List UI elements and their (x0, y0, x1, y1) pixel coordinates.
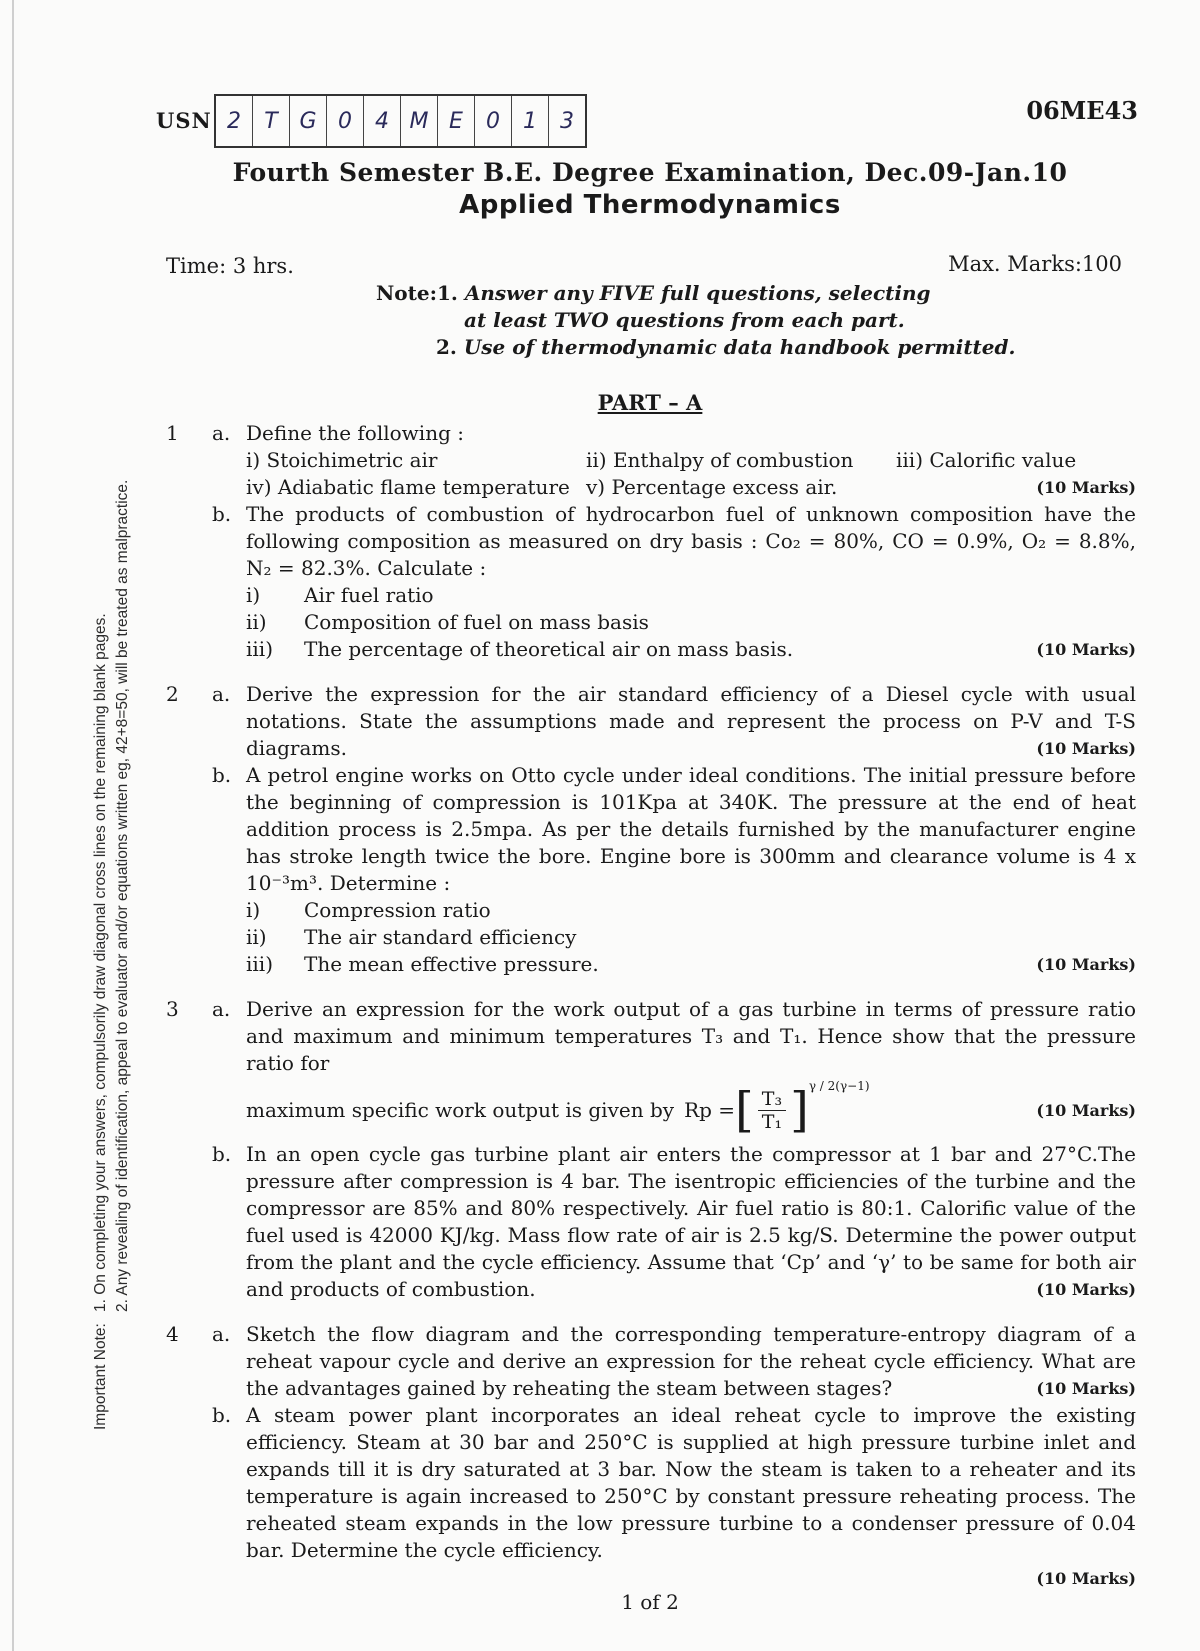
note-1-line-2: at least TWO questions from each part. (464, 308, 905, 332)
formula-intro: maximum specific work output is given by (246, 1097, 675, 1122)
sub-label: b. (212, 763, 232, 787)
question-number: 4 (166, 1322, 179, 1346)
exponent: γ / 2(γ−1) (808, 1078, 870, 1093)
definition-item: iv) Adiabatic flame temperature (246, 475, 570, 499)
question-3 (166, 996, 1136, 1303)
marks: (10 Marks) (1036, 478, 1136, 497)
marks: (10 Marks) (1036, 1280, 1136, 1299)
question-1 (166, 420, 1136, 663)
list-item (246, 897, 1136, 924)
usn-char: 1 (512, 96, 549, 146)
sub-label: b. (212, 502, 232, 526)
usn-char: 3 (560, 108, 574, 134)
list-item (246, 582, 1136, 609)
usn-char: 0 (475, 96, 512, 146)
question-2b (166, 762, 1136, 978)
formula-lhs: Rp = (684, 1097, 736, 1122)
left-bracket: [ (735, 1082, 754, 1138)
question-text: Define the following : (246, 421, 464, 445)
note-2-text: Use of thermodynamic data handbook permitted. (463, 335, 1016, 359)
item-number: ii) (246, 610, 267, 634)
formula-line (246, 1078, 1136, 1138)
usn-label: USN (156, 108, 212, 133)
subject-code: 06ME43 (1026, 96, 1138, 125)
usn-char: M (401, 96, 438, 146)
item-text: The percentage of theoretical air on mass basis. (304, 637, 794, 661)
marks: (10 Marks) (1036, 739, 1136, 758)
item-text: The air standard efficiency (304, 925, 577, 949)
question-4 (166, 1321, 1136, 1592)
definition-item: i) Stoichimetric air (246, 448, 438, 472)
question-number: 2 (166, 682, 179, 706)
question-number: 3 (166, 997, 179, 1021)
note-2-number: 2. (436, 335, 457, 359)
important-note (90, 330, 134, 1430)
part-heading: PART – A (597, 390, 703, 415)
definitions-list (246, 447, 1136, 501)
page-number: 1 of 2 (621, 1590, 679, 1614)
numerator: T₃ (758, 1088, 786, 1111)
instructions (376, 280, 1015, 361)
exam-duration: Time: 3 hrs. (166, 254, 294, 278)
list-item (246, 636, 1136, 663)
note-1-number: 1. (436, 281, 458, 305)
important-note-line-2: 2. Any revealing of identification, appeal to evaluator and/or equations written eg, 42+8=50, will be treated as malpractice. (114, 479, 131, 1312)
item-number: i) (246, 583, 261, 607)
important-note-line-1: 1. On completing your answers, compulsorily draw diagonal cross lines on the remaining blank pages. (92, 613, 109, 1312)
sub-label: a. (212, 682, 231, 706)
question-4b (166, 1402, 1136, 1592)
denominator: T₁ (761, 1110, 783, 1133)
item-number: iii) (246, 637, 273, 661)
question-text: Derive an expression for the work output of a gas turbine in terms of pressure ratio and maximum and minimum temperatures T₃ and T₁. Hence show that the pressure ratio for (246, 997, 1136, 1075)
usn-char: G (290, 96, 327, 146)
question-3b (166, 1141, 1136, 1303)
marks: (10 Marks) (1036, 640, 1136, 659)
question-2 (166, 681, 1136, 978)
question-2a (166, 681, 1136, 762)
page-edge (12, 0, 14, 1651)
question-text: A steam power plant incorporates an ideal reheat cycle to improve the existing efficiency. Steam at 30 bar and 250°C is supplied at high pressure turbine inlet and expands till it is dry saturated at 3 bar. Now the steam is taken to a reheater and its temperature is again increased to 250°C by constant pressure reheating process. The reheated steam expands in the low pressure turbine to a condenser pressure of 0.04 bar. Determine the cycle efficiency. (246, 1403, 1136, 1562)
max-marks: Max. Marks:100 (948, 252, 1122, 276)
marks: (10 Marks) (1036, 955, 1136, 974)
question-text: Sketch the flow diagram and the corresponding temperature-entropy diagram of a reheat vapour cycle and derive an expression for the reheat cycle efficiency. What are the advantages gained by reheating the steam between stages? (246, 1322, 1136, 1400)
sub-label: a. (212, 421, 231, 445)
question-text: A petrol engine works on Otto cycle under ideal conditions. The initial pressure before the beginning of compression is 101Kpa at 340K. The pressure at the end of heat addition process is 2.5mpa. As per the details furnished by the manufacturer engine has stroke length twice the bore. Engine bore is 300mm and clearance volume is 4 x 10⁻³m³. Determine : (246, 763, 1136, 895)
usn-char: E (438, 96, 475, 146)
question-text: The products of combustion of hydrocarbon fuel of unknown composition have the following composition as measured on dry basis : Co₂ = 80%, CO = 0.9%, O₂ = 8.8%, N₂ = 82.3%. Calculate : (246, 502, 1136, 580)
exam-title: Fourth Semester B.E. Degree Examination, Dec.09-Jan.10 (232, 158, 1068, 187)
question-text: In an open cycle gas turbine plant air enters the compressor at 1 bar and 27°C.The pressure after compression is 4 bar. The isentropic efficiencies of the turbine and the compressor are 85% and 80% respectively. Air fuel ratio is 80:1. Calorific value of the fuel used is 42000 KJ/kg. Mass flow rate of air is 2.5 kg/S. Determine the power output from the plant and the cycle efficiency. Assume that ‘Cp’ and ‘γ’ to be same for both air and products of combustion. (246, 1142, 1136, 1301)
question-1b (166, 501, 1136, 663)
item-number: iii) (246, 952, 273, 976)
definition-item: ii) Enthalpy of combustion (586, 448, 854, 472)
item-text: Composition of fuel on mass basis (304, 610, 649, 634)
item-text: Air fuel ratio (304, 583, 434, 607)
question-number: 1 (166, 421, 179, 445)
sub-label: b. (212, 1142, 232, 1166)
usn-boxes (214, 94, 587, 148)
question-1a (166, 420, 1136, 501)
definition-item: iii) Calorific value (896, 448, 1077, 472)
question-text: Derive the expression for the air standard efficiency of a Diesel cycle with usual notations. State the assumptions made and represent the process on P-V and T-S diagrams. (246, 682, 1136, 760)
usn-char: T (253, 96, 290, 146)
usn-char: 0 (327, 96, 364, 146)
note-1-line-1: Answer any FIVE full questions, selecting (464, 281, 931, 305)
important-note-label: Important Note: (92, 1323, 109, 1430)
marks: (10 Marks) (1036, 1379, 1136, 1398)
subject-title: Applied Thermodynamics (459, 190, 841, 220)
marks: (10 Marks) (1036, 1100, 1136, 1120)
list-item (246, 951, 1136, 978)
sub-label: a. (212, 997, 231, 1021)
questions (166, 420, 1136, 1610)
usn-char: 2 (216, 96, 253, 146)
list-item (246, 924, 1136, 951)
sub-label: b. (212, 1403, 232, 1427)
question-4a (166, 1321, 1136, 1402)
temperature-ratio (758, 1088, 786, 1133)
sub-label: a. (212, 1322, 231, 1346)
item-text: Compression ratio (304, 898, 491, 922)
item-number: ii) (246, 925, 267, 949)
right-bracket: ] (790, 1082, 809, 1138)
marks: (10 Marks) (1036, 1569, 1136, 1588)
item-text: The mean effective pressure. (304, 952, 599, 976)
definition-item: v) Percentage excess air. (586, 475, 838, 499)
item-number: i) (246, 898, 261, 922)
note-label: Note: (376, 281, 437, 305)
question-3a (166, 996, 1136, 1138)
list-item (246, 609, 1136, 636)
usn-char: 4 (364, 96, 401, 146)
